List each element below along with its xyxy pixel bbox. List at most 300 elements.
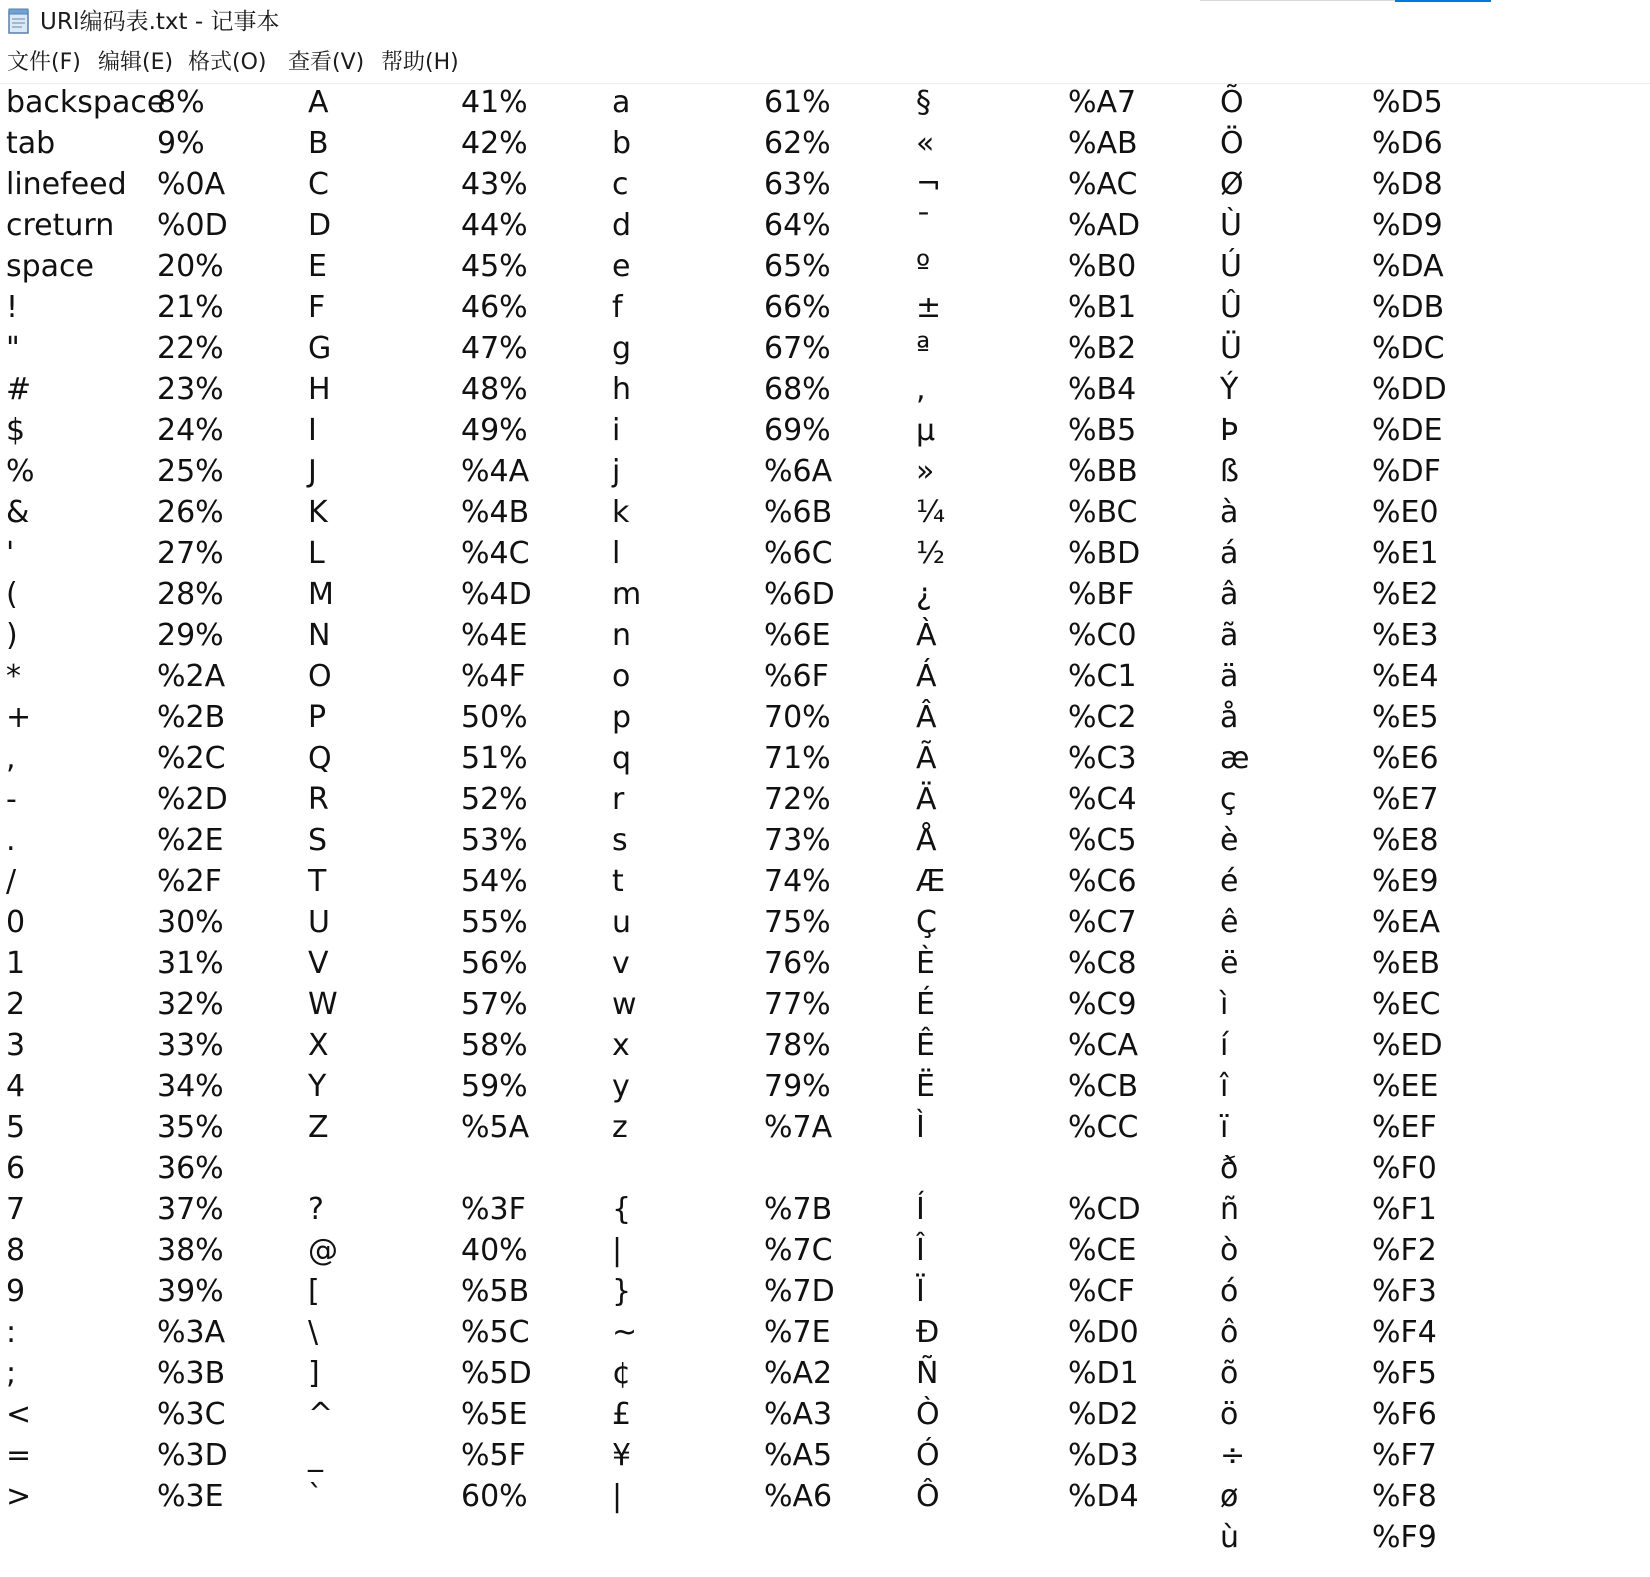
char-cell: , bbox=[6, 741, 16, 776]
code-cell: %2B bbox=[157, 700, 226, 735]
code-cell: 40% bbox=[461, 1233, 528, 1268]
menu-edit[interactable]: 编辑(E) bbox=[98, 50, 174, 75]
char-cell: " bbox=[6, 331, 20, 366]
char-cell: space bbox=[6, 249, 95, 284]
char-cell: î bbox=[1220, 1069, 1229, 1104]
code-cell: 47% bbox=[461, 331, 528, 366]
char-cell: À bbox=[916, 618, 937, 653]
char-cell: o bbox=[612, 659, 631, 694]
char-cell: é bbox=[1220, 864, 1239, 899]
char-cell: p bbox=[612, 700, 632, 735]
char-cell: µ bbox=[916, 413, 936, 448]
char-cell: ` bbox=[308, 1479, 323, 1514]
code-cell: %6B bbox=[764, 495, 833, 530]
text-editor-area[interactable] bbox=[0, 84, 1650, 1577]
code-cell: %E2 bbox=[1372, 577, 1439, 612]
char-cell: ç bbox=[1220, 782, 1237, 817]
char-cell: ~ bbox=[612, 1315, 638, 1350]
char-cell: > bbox=[6, 1479, 32, 1514]
code-cell: %B0 bbox=[1068, 249, 1137, 284]
char-cell: Ô bbox=[916, 1479, 940, 1514]
code-cell: %4F bbox=[461, 659, 526, 694]
char-cell: ( bbox=[6, 577, 18, 612]
char-cell: W bbox=[308, 987, 338, 1022]
char-cell: K bbox=[308, 495, 328, 530]
code-cell: %E0 bbox=[1372, 495, 1439, 530]
char-cell: $ bbox=[6, 413, 26, 448]
code-cell: %F6 bbox=[1372, 1397, 1437, 1432]
code-cell: 53% bbox=[461, 823, 528, 858]
code-cell: %4D bbox=[461, 577, 532, 612]
char-cell: 8 bbox=[6, 1233, 26, 1268]
char-cell: Ì bbox=[916, 1110, 925, 1145]
code-cell: 28% bbox=[157, 577, 224, 612]
code-cell: 52% bbox=[461, 782, 528, 817]
title-accent bbox=[1395, 0, 1491, 2]
char-cell: 4 bbox=[6, 1069, 26, 1104]
char-cell: Ö bbox=[1220, 126, 1244, 161]
code-cell: %B1 bbox=[1068, 290, 1137, 325]
char-cell: v bbox=[612, 946, 630, 981]
code-cell: 20% bbox=[157, 249, 224, 284]
code-cell: 26% bbox=[157, 495, 224, 530]
code-cell: %6D bbox=[764, 577, 835, 612]
code-cell: %2E bbox=[157, 823, 224, 858]
code-cell: %0D bbox=[157, 208, 228, 243]
char-cell: í bbox=[1220, 1028, 1229, 1063]
menu-help[interactable]: 帮助(H) bbox=[381, 50, 459, 75]
char-cell: t bbox=[612, 864, 624, 899]
code-cell: %E8 bbox=[1372, 823, 1439, 858]
char-cell: c bbox=[612, 167, 629, 202]
char-cell: ï bbox=[1220, 1110, 1229, 1145]
char-cell: P bbox=[308, 700, 327, 735]
code-cell: 75% bbox=[764, 905, 831, 940]
code-cell: 42% bbox=[461, 126, 528, 161]
code-cell: %7E bbox=[764, 1315, 831, 1350]
char-cell: G bbox=[308, 331, 332, 366]
char-cell: A bbox=[308, 85, 329, 120]
char-cell: # bbox=[6, 372, 32, 407]
code-cell: %CF bbox=[1068, 1274, 1135, 1309]
char-cell: ? bbox=[308, 1192, 324, 1227]
char-cell: w bbox=[612, 987, 637, 1022]
char-cell: N bbox=[308, 618, 331, 653]
code-cell: 62% bbox=[764, 126, 831, 161]
code-cell: 30% bbox=[157, 905, 224, 940]
code-cell: %CA bbox=[1068, 1028, 1138, 1063]
title-divider bbox=[1200, 0, 1395, 1]
code-cell: %6C bbox=[764, 536, 833, 571]
char-cell: ì bbox=[1220, 987, 1229, 1022]
char-cell: , bbox=[916, 372, 926, 407]
code-cell: %D4 bbox=[1068, 1479, 1139, 1514]
code-cell: %AD bbox=[1068, 208, 1141, 243]
code-cell: 55% bbox=[461, 905, 528, 940]
code-cell: %A3 bbox=[764, 1397, 833, 1432]
code-cell: 78% bbox=[764, 1028, 831, 1063]
char-cell: D bbox=[308, 208, 332, 243]
code-cell: %3F bbox=[461, 1192, 526, 1227]
code-cell: %F0 bbox=[1372, 1151, 1437, 1186]
char-cell: tab bbox=[6, 126, 56, 161]
code-cell: %C8 bbox=[1068, 946, 1137, 981]
code-cell: 23% bbox=[157, 372, 224, 407]
code-cell: %ED bbox=[1372, 1028, 1443, 1063]
char-cell: ¢ bbox=[612, 1356, 632, 1391]
char-cell: Ù bbox=[1220, 208, 1242, 243]
code-cell: %6A bbox=[764, 454, 833, 489]
code-cell: %EF bbox=[1372, 1110, 1437, 1145]
code-cell: %7D bbox=[764, 1274, 835, 1309]
code-cell: %BD bbox=[1068, 536, 1141, 571]
char-cell: Ü bbox=[1220, 331, 1242, 366]
char-cell: È bbox=[916, 946, 935, 981]
code-cell: %AB bbox=[1068, 126, 1138, 161]
char-cell: 7 bbox=[6, 1192, 26, 1227]
code-cell: 49% bbox=[461, 413, 528, 448]
code-cell: 68% bbox=[764, 372, 831, 407]
code-cell: %A5 bbox=[764, 1438, 833, 1473]
code-cell: %E6 bbox=[1372, 741, 1439, 776]
code-cell: 35% bbox=[157, 1110, 224, 1145]
code-cell: %C7 bbox=[1068, 905, 1137, 940]
char-cell: à bbox=[1220, 495, 1239, 530]
char-cell: ß bbox=[1220, 454, 1239, 489]
code-cell: %2D bbox=[157, 782, 228, 817]
code-cell: %4E bbox=[461, 618, 528, 653]
char-cell: ) bbox=[6, 618, 18, 653]
char-cell: ¥ bbox=[612, 1438, 632, 1473]
code-cell: %C2 bbox=[1068, 700, 1137, 735]
char-cell: ÷ bbox=[1220, 1438, 1246, 1473]
code-cell: %2F bbox=[157, 864, 222, 899]
char-cell: H bbox=[308, 372, 331, 407]
char-cell: 0 bbox=[6, 905, 26, 940]
code-cell: %6E bbox=[764, 618, 831, 653]
char-cell: : bbox=[6, 1315, 17, 1350]
char-cell: Ï bbox=[916, 1274, 925, 1309]
code-cell: %D1 bbox=[1068, 1356, 1139, 1391]
char-cell: 3 bbox=[6, 1028, 26, 1063]
char-cell: y bbox=[612, 1069, 630, 1104]
code-cell: %B5 bbox=[1068, 413, 1137, 448]
code-cell: 79% bbox=[764, 1069, 831, 1104]
code-cell: %B2 bbox=[1068, 331, 1137, 366]
code-cell: %AC bbox=[1068, 167, 1138, 202]
char-cell: z bbox=[612, 1110, 628, 1145]
code-cell: %C5 bbox=[1068, 823, 1137, 858]
char-cell: ù bbox=[1220, 1520, 1240, 1555]
char-cell: £ bbox=[612, 1397, 632, 1432]
code-cell: 65% bbox=[764, 249, 831, 284]
code-cell: %5D bbox=[461, 1356, 532, 1391]
char-cell: & bbox=[6, 495, 30, 530]
code-cell: %A7 bbox=[1068, 85, 1137, 120]
char-cell: j bbox=[612, 454, 621, 489]
code-cell: %5F bbox=[461, 1438, 526, 1473]
code-cell: %3A bbox=[157, 1315, 226, 1350]
char-cell: \ bbox=[308, 1315, 319, 1350]
code-cell: %7A bbox=[764, 1110, 833, 1145]
code-cell: 32% bbox=[157, 987, 224, 1022]
code-cell: %F9 bbox=[1372, 1520, 1437, 1555]
code-cell: %2C bbox=[157, 741, 226, 776]
char-cell: ô bbox=[1220, 1315, 1239, 1350]
char-cell: « bbox=[916, 126, 935, 161]
code-cell: %CD bbox=[1068, 1192, 1141, 1227]
code-cell: %D0 bbox=[1068, 1315, 1139, 1350]
code-cell: 24% bbox=[157, 413, 224, 448]
char-cell: Ø bbox=[1220, 167, 1244, 202]
code-cell: %C4 bbox=[1068, 782, 1137, 817]
code-cell: %4C bbox=[461, 536, 530, 571]
code-cell: %CE bbox=[1068, 1233, 1137, 1268]
char-cell: . bbox=[6, 823, 16, 858]
code-cell: %F8 bbox=[1372, 1479, 1437, 1514]
char-cell: a bbox=[612, 85, 631, 120]
code-cell: 48% bbox=[461, 372, 528, 407]
char-cell: Z bbox=[308, 1110, 329, 1145]
code-cell: 77% bbox=[764, 987, 831, 1022]
char-cell: creturn bbox=[6, 208, 115, 243]
code-cell: 67% bbox=[764, 331, 831, 366]
code-cell: %E3 bbox=[1372, 618, 1439, 653]
char-cell: Þ bbox=[1220, 413, 1239, 448]
char-cell: X bbox=[308, 1028, 329, 1063]
char-cell: E bbox=[308, 249, 327, 284]
code-cell: %EC bbox=[1372, 987, 1441, 1022]
code-cell: 63% bbox=[764, 167, 831, 202]
code-cell: %D9 bbox=[1372, 208, 1443, 243]
code-cell: %D6 bbox=[1372, 126, 1443, 161]
char-cell: O bbox=[308, 659, 332, 694]
code-cell: 45% bbox=[461, 249, 528, 284]
code-cell: %CB bbox=[1068, 1069, 1139, 1104]
char-cell: _ bbox=[308, 1438, 323, 1473]
code-cell: %E1 bbox=[1372, 536, 1439, 571]
code-cell: 34% bbox=[157, 1069, 224, 1104]
code-cell: %E9 bbox=[1372, 864, 1439, 899]
code-cell: 41% bbox=[461, 85, 528, 120]
code-cell: %DE bbox=[1372, 413, 1443, 448]
code-cell: 57% bbox=[461, 987, 528, 1022]
code-cell: %F2 bbox=[1372, 1233, 1437, 1268]
char-cell: » bbox=[916, 454, 935, 489]
char-cell: x bbox=[612, 1028, 630, 1063]
code-cell: 51% bbox=[461, 741, 528, 776]
code-cell: %F1 bbox=[1372, 1192, 1437, 1227]
code-cell: %B4 bbox=[1068, 372, 1137, 407]
char-cell: Ë bbox=[916, 1069, 935, 1104]
char-cell: Õ bbox=[1220, 85, 1244, 120]
code-cell: 46% bbox=[461, 290, 528, 325]
code-cell: %4A bbox=[461, 454, 530, 489]
menu-bar bbox=[0, 44, 1650, 84]
char-cell: J bbox=[308, 454, 317, 489]
char-cell: k bbox=[612, 495, 630, 530]
notepad-icon bbox=[6, 7, 32, 35]
code-cell: %BC bbox=[1068, 495, 1138, 530]
code-cell: %7B bbox=[764, 1192, 833, 1227]
char-cell: õ bbox=[1220, 1356, 1239, 1391]
code-cell: 70% bbox=[764, 700, 831, 735]
char-cell: s bbox=[612, 823, 628, 858]
code-cell: 72% bbox=[764, 782, 831, 817]
char-cell: f bbox=[612, 290, 623, 325]
char-cell: Ð bbox=[916, 1315, 940, 1350]
char-cell: ð bbox=[1220, 1151, 1239, 1186]
code-cell: %DB bbox=[1372, 290, 1445, 325]
code-cell: %A6 bbox=[764, 1479, 833, 1514]
menu-view[interactable]: 查看(V) bbox=[288, 50, 365, 75]
char-cell: | bbox=[612, 1479, 623, 1514]
code-cell: %3B bbox=[157, 1356, 226, 1391]
code-cell: 56% bbox=[461, 946, 528, 981]
char-cell: å bbox=[1220, 700, 1239, 735]
char-cell: S bbox=[308, 823, 328, 858]
char-cell: - bbox=[6, 782, 17, 817]
char-cell: | bbox=[612, 1233, 623, 1268]
char-cell: b bbox=[612, 126, 632, 161]
title-bar[interactable] bbox=[0, 0, 1650, 44]
code-cell: %DC bbox=[1372, 331, 1445, 366]
code-cell: 29% bbox=[157, 618, 224, 653]
code-cell: %C3 bbox=[1068, 741, 1137, 776]
char-cell: + bbox=[6, 700, 32, 735]
char-cell: * bbox=[6, 659, 21, 694]
char-cell: â bbox=[1220, 577, 1239, 612]
char-cell: R bbox=[308, 782, 329, 817]
code-cell: 54% bbox=[461, 864, 528, 899]
char-cell: linefeed bbox=[6, 167, 127, 202]
char-cell: Ç bbox=[916, 905, 937, 940]
char-cell: á bbox=[1220, 536, 1239, 571]
char-cell: Æ bbox=[916, 864, 946, 899]
char-cell: Â bbox=[916, 700, 937, 735]
code-cell: 27% bbox=[157, 536, 224, 571]
char-cell: § bbox=[916, 85, 931, 120]
char-cell: Ñ bbox=[916, 1356, 939, 1391]
char-cell: } bbox=[612, 1274, 632, 1309]
code-cell: 44% bbox=[461, 208, 528, 243]
code-cell: %0A bbox=[157, 167, 226, 202]
char-cell: 2 bbox=[6, 987, 26, 1022]
code-cell: 64% bbox=[764, 208, 831, 243]
char-cell: ø bbox=[1220, 1479, 1239, 1514]
char-cell: < bbox=[6, 1397, 32, 1432]
window-title: URI编码表.txt - 记事本 bbox=[40, 9, 280, 35]
code-cell: %EB bbox=[1372, 946, 1441, 981]
char-cell: 5 bbox=[6, 1110, 26, 1145]
code-cell: 36% bbox=[157, 1151, 224, 1186]
char-cell: Ú bbox=[1220, 249, 1242, 284]
char-cell: 9 bbox=[6, 1274, 26, 1309]
char-cell: Ó bbox=[916, 1438, 940, 1473]
char-cell: q bbox=[612, 741, 632, 776]
code-cell: %4B bbox=[461, 495, 530, 530]
char-cell: ë bbox=[1220, 946, 1239, 981]
code-cell: 66% bbox=[764, 290, 831, 325]
char-cell: 1 bbox=[6, 946, 26, 981]
menu-format[interactable]: 格式(O) bbox=[188, 50, 267, 75]
char-cell: / bbox=[6, 864, 17, 899]
char-cell: è bbox=[1220, 823, 1239, 858]
code-cell: 22% bbox=[157, 331, 224, 366]
char-cell: I bbox=[308, 413, 317, 448]
char-cell: L bbox=[308, 536, 325, 571]
char-cell: ä bbox=[1220, 659, 1239, 694]
char-cell: ¯ bbox=[916, 208, 931, 243]
char-cell: ò bbox=[1220, 1233, 1239, 1268]
char-cell: u bbox=[612, 905, 632, 940]
char-cell: B bbox=[308, 126, 329, 161]
char-cell: ª bbox=[916, 331, 931, 366]
char-cell: Å bbox=[916, 823, 937, 858]
char-cell: ã bbox=[1220, 618, 1239, 653]
code-cell: 39% bbox=[157, 1274, 224, 1309]
char-cell: ¬ bbox=[916, 167, 942, 202]
code-cell: %5C bbox=[461, 1315, 530, 1350]
code-cell: %7C bbox=[764, 1233, 833, 1268]
code-cell: 25% bbox=[157, 454, 224, 489]
char-cell: Ò bbox=[916, 1397, 940, 1432]
code-cell: %5A bbox=[461, 1110, 530, 1145]
code-cell: %2A bbox=[157, 659, 226, 694]
code-cell: 60% bbox=[461, 1479, 528, 1514]
code-cell: 59% bbox=[461, 1069, 528, 1104]
code-cell: 69% bbox=[764, 413, 831, 448]
code-cell: %BF bbox=[1068, 577, 1135, 612]
char-cell: ñ bbox=[1220, 1192, 1240, 1227]
char-cell: e bbox=[612, 249, 631, 284]
char-cell: ± bbox=[916, 290, 942, 325]
char-cell: l bbox=[612, 536, 621, 571]
char-cell: T bbox=[308, 864, 327, 899]
code-cell: %C9 bbox=[1068, 987, 1137, 1022]
char-cell: Á bbox=[916, 659, 937, 694]
char-cell: ; bbox=[6, 1356, 17, 1391]
char-cell: ] bbox=[308, 1356, 320, 1391]
char-cell: U bbox=[308, 905, 330, 940]
code-cell: %C0 bbox=[1068, 618, 1137, 653]
char-cell: m bbox=[612, 577, 642, 612]
code-cell: %E5 bbox=[1372, 700, 1439, 735]
menu-file[interactable]: 文件(F) bbox=[7, 50, 81, 75]
code-cell: %C6 bbox=[1068, 864, 1137, 899]
char-cell: º bbox=[916, 249, 931, 284]
char-cell: g bbox=[612, 331, 632, 366]
char-cell: É bbox=[916, 987, 935, 1022]
code-cell: %3C bbox=[157, 1397, 226, 1432]
char-cell: Í bbox=[916, 1192, 925, 1227]
code-cell: %5E bbox=[461, 1397, 528, 1432]
code-cell: %BB bbox=[1068, 454, 1138, 489]
char-cell: ó bbox=[1220, 1274, 1239, 1309]
code-cell: %E4 bbox=[1372, 659, 1439, 694]
code-cell: 76% bbox=[764, 946, 831, 981]
code-cell: %C1 bbox=[1068, 659, 1137, 694]
code-cell: 73% bbox=[764, 823, 831, 858]
char-cell: % bbox=[6, 454, 35, 489]
code-cell: 61% bbox=[764, 85, 831, 120]
code-cell: 50% bbox=[461, 700, 528, 735]
char-cell: Û bbox=[1220, 290, 1242, 325]
char-cell: r bbox=[612, 782, 625, 817]
code-cell: %DD bbox=[1372, 372, 1447, 407]
char-cell: C bbox=[308, 167, 329, 202]
code-cell: %D3 bbox=[1068, 1438, 1139, 1473]
